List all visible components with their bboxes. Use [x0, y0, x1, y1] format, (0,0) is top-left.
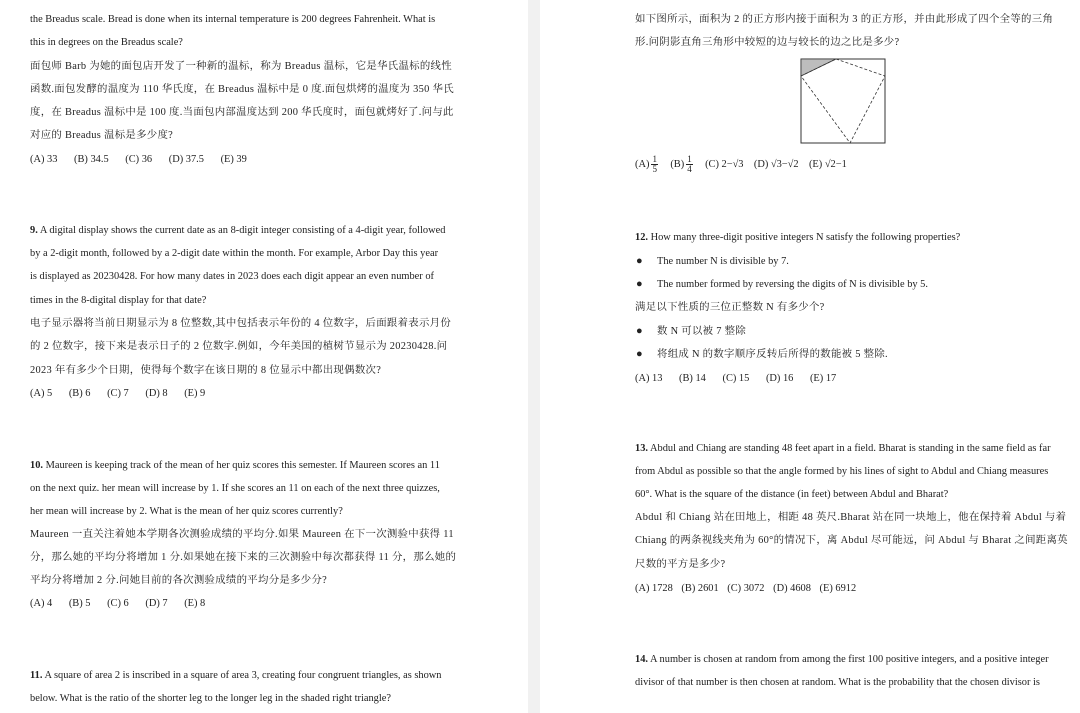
answer-option: (B) 34.5: [74, 154, 109, 165]
answer-option: (D) 7: [145, 598, 168, 609]
page-right: [540, 0, 1080, 713]
bullet-icon: ●: [636, 255, 643, 267]
q10-text: [30, 459, 440, 473]
q11-text-zh: 形.问阴影直角三角形中较短的边与较长的边之比是多少?: [635, 37, 900, 48]
answer-option: (E) 17: [809, 373, 837, 384]
answer-option: (E) 9: [184, 388, 206, 399]
q8-text-zh: 对应的 Breadus 温标是多少度?: [30, 130, 174, 141]
answer-option: (A) 4: [30, 598, 53, 609]
q14-text: [635, 653, 1049, 667]
q12-line: How many three-digit positive integers N satisfy the following properties?: [650, 232, 961, 243]
q11-line: A square of area 2 is inscribed in a square of area 3, creating four congruent triangles, as shown: [44, 670, 442, 681]
q12-bullet: The number formed by reversing the digits of N is divisible by 5.: [657, 279, 928, 290]
q13-text-zh: 尺数的平方是多少?: [635, 559, 726, 570]
q10-text-zh: 分，那么她的平均分将增加 1 分.如果她在接下来的三次测验中每次都获得 11 分，那么她的: [30, 552, 457, 563]
q12-text-zh: 满足以下性质的三位正整数 N 有多少个?: [635, 302, 825, 313]
answer-option: (B) $\frac{1}{4}$: [670, 154, 692, 174]
answer-option: (E) 39: [220, 154, 247, 165]
question-number: 10.: [30, 460, 43, 471]
q9-text-zh: 电子显示器将当前日期显示为 8 位整数,其中包括表示年份的 4 位数字，后面跟着表示月份: [30, 318, 452, 329]
q11-text: below. What is the ratio of the shorter leg to the longer leg in the shaded right triangle?: [30, 693, 391, 704]
answer-option: (C) 2−√3: [705, 158, 744, 170]
outer-square: [801, 59, 885, 143]
answer-option: (B) 6: [68, 388, 91, 399]
q14-line: A number is chosen at random from among the first 100 positive integers, and a positive integer: [650, 654, 1049, 665]
q14-text: divisor of that number is then chosen at random. What is the probability that the chosen divisor is: [635, 677, 1040, 688]
answer-option: (C) 3072: [727, 583, 765, 594]
inner-square: [801, 59, 885, 143]
q9-text-zh: 的 2 位数字，接下来是表示日子的 2 位数字.例如，今年美国的植树节显示为 20230428.问: [30, 341, 448, 352]
q10-text-zh: 平均分将增加 2 分.问她目前的各次测验成绩的平均分是多少分?: [30, 575, 328, 586]
inscribed-square-figure: [800, 58, 888, 144]
answer-option: (A) $\frac{1}{5}$: [635, 154, 657, 174]
q9-text: times in the 8-digital display for that date?: [30, 295, 207, 306]
q13-text: 60°. What is the square of the distance (in feet) between Abdul and Bharat?: [635, 489, 949, 500]
q9-text: by a 2-digit month, followed by a 2-digit date within the month. For example, Arbor Day this year: [30, 248, 439, 259]
q13-text: [635, 442, 1051, 456]
answer-option: (D) 37.5: [168, 154, 204, 165]
answer-option: (A) 13: [635, 373, 663, 384]
question-number: 14.: [635, 654, 648, 665]
q8-text-zh: 函数.面包发酵的温度为 110 华氏度，在 Breadus 温标中是 0 度.面包烘烤的温度为 350 华氏: [30, 84, 454, 95]
answer-option: (D) 8: [145, 388, 168, 399]
question-number: 11.: [30, 670, 43, 681]
q12-bullet-zh: 将组成 N 的数字顺序反转后所得的数能被 5 整除.: [657, 349, 888, 360]
q11-text: [30, 669, 441, 683]
q11-text-zh: 如下图所示，面积为 2 的正方形内接于面积为 3 的正方形，并由此形成了四个全等的三角: [635, 14, 1054, 25]
question-number: 9.: [30, 225, 38, 236]
q13-text-zh: Chiang 的两条视线夹角为 60°的情况下，离 Abdul 尽可能远，问 Abdul 与 Bharat 之间距离英: [635, 535, 1068, 546]
q13-text-zh: Abdul 和 Chiang 站在田地上，相距 48 英尺.Bharat 站在同一块地上，他在保持着 Abdul 与着: [635, 512, 1067, 523]
q12-bullet: The number N is divisible by 7.: [657, 256, 789, 267]
q9-options: [30, 387, 219, 401]
answer-option: (D) √3−√2: [753, 158, 799, 170]
q10-line: Maureen is keeping track of the mean of her quiz scores this semester. If Maureen scores an 11: [45, 460, 440, 471]
answer-option: (B) 5: [68, 598, 91, 609]
bullet-icon: ●: [636, 348, 643, 360]
answer-option: (E) 8: [184, 598, 206, 609]
q10-text: on the next quiz. her mean will increase by 1. If she scores an 11 on each of the next three quizzes,: [30, 483, 440, 494]
q8-text: the Breadus scale. Bread is done when its internal temperature is 200 degrees Fahrenheit. What is: [30, 14, 436, 25]
q11-options: [635, 155, 847, 174]
q12-text: [635, 231, 960, 245]
q9-text: [30, 224, 445, 238]
q12-bullet-zh: 数 N 可以被 7 整除: [657, 326, 747, 337]
fraction: $\frac{1}{5}$: [652, 154, 657, 174]
answer-option: (E) √2−1: [808, 158, 847, 170]
answer-option: (C) 7: [107, 388, 129, 399]
answer-option: (D) 4608: [773, 583, 811, 594]
question-number: 13.: [635, 443, 648, 454]
q10-text: her mean will increase by 2. What is the mean of her quiz scores currently?: [30, 506, 343, 517]
q10-options: [30, 597, 219, 611]
answer-option: (A) 5: [30, 388, 53, 399]
answer-option: (D) 16: [765, 373, 794, 384]
answer-option: (C) 36: [125, 154, 153, 165]
answer-option: (C) 15: [722, 373, 750, 384]
q8-options: [30, 153, 261, 167]
answer-option: (A) 33: [30, 154, 58, 165]
bullet-icon: ●: [636, 325, 643, 337]
q9-line: A digital display shows the current date as an 8-digit integer consisting of a 4-digit year, followed: [39, 225, 446, 236]
fraction: $\frac{1}{4}$: [687, 154, 692, 174]
q13-options: [635, 582, 870, 596]
q8-text-zh: 度，在 Breadus 温标中是 100 度.当面包内部温度达到 200 华氏度时，面包就烤好了.问与此: [30, 107, 454, 118]
q10-text-zh: Maureen 一直关注着她本学期各次测验成绩的平均分.如果 Maureen 在下一次测验中获得 11: [30, 529, 454, 540]
q12-options: [635, 372, 850, 386]
q8-text-zh: 面包师 Barb 为她的面包店开发了一种新的温标，称为 Breadus 温标，它是华氏温标的线性: [30, 61, 452, 72]
answer-option: (A) 1728: [635, 583, 673, 594]
question-number: 12.: [635, 232, 648, 243]
q13-text: from Abdul as possible so that the angle formed by his lines of sight to Abdul and Chiang measures: [635, 466, 1049, 477]
bullet-icon: ●: [636, 278, 643, 290]
answer-option: (B) 14: [679, 373, 706, 384]
answer-option: (B) 2601: [681, 583, 719, 594]
q9-text: is displayed as 20230428. For how many dates in 2023 does each digit appear an even number of: [30, 271, 434, 282]
q8-text: this in degrees on the Breadus scale?: [30, 37, 183, 48]
page-left: [0, 0, 528, 713]
q13-line: Abdul and Chiang are standing 48 feet apart in a field. Bharat is standing in the same field as far: [650, 443, 1051, 454]
answer-option: (E) 6912: [819, 583, 857, 594]
q9-text-zh: 2023 年有多少个日期，使得每个数字在该日期的 8 位显示中都出现偶数次?: [30, 365, 382, 376]
answer-option: (C) 6: [107, 598, 129, 609]
